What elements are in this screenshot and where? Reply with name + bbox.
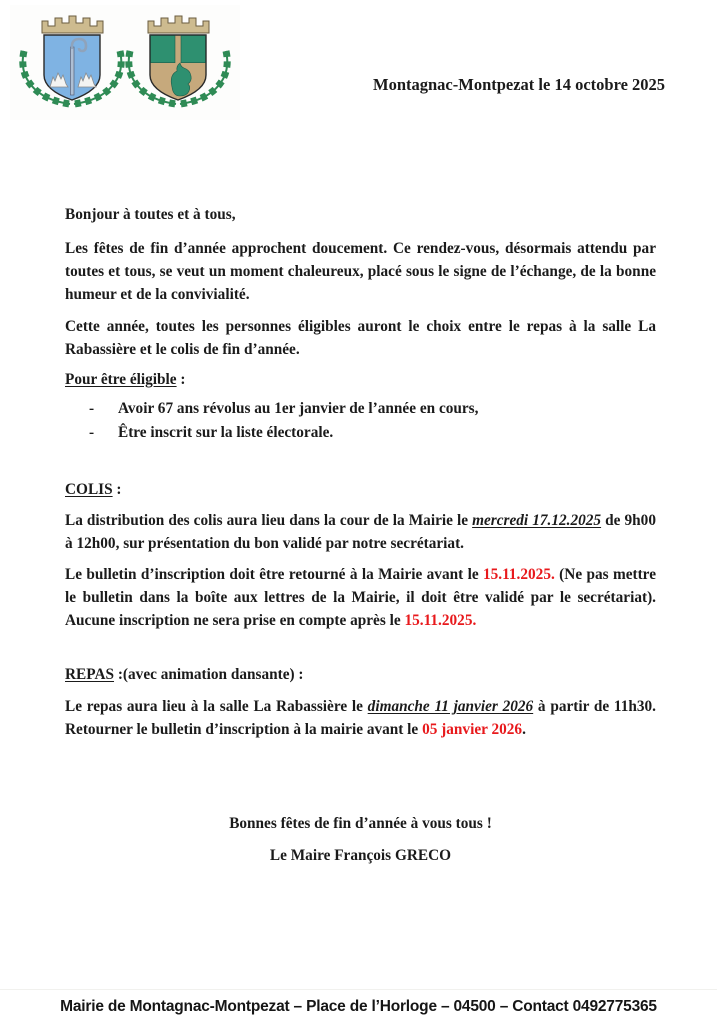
paragraph-line bbox=[65, 609, 656, 632]
heading-text: REPAS bbox=[65, 666, 115, 683]
paragraph-line bbox=[65, 509, 656, 532]
paragraph-line: Rabassière et le colis de fin d’année. bbox=[65, 341, 300, 358]
heading-colon: : bbox=[176, 371, 186, 388]
list-item bbox=[65, 397, 656, 421]
text-segment: Le bulletin d’inscription doit être retourné à la Mairie avant le bbox=[65, 566, 483, 583]
repas-date: dimanche 11 janvier 2026 bbox=[367, 698, 534, 715]
bullet-text: Avoir 67 ans révolus au 1er janvier de l’année en cours, bbox=[118, 400, 479, 417]
paragraph-line: Cette année, toutes les personnes éligibles auront le choix entre le repas à la salle La bbox=[65, 318, 656, 335]
colis-distribution-paragraph bbox=[65, 509, 656, 555]
eligibility-list bbox=[65, 397, 656, 445]
heading-text: COLIS bbox=[65, 481, 113, 498]
footer-contact-line: Mairie de Montagnac-Montpezat – Place de l’Horloge – 04500 – Contact 0492775365 bbox=[60, 998, 657, 1015]
bullet-dash: - bbox=[89, 400, 95, 417]
paragraph-line bbox=[65, 563, 656, 586]
colis-heading bbox=[65, 478, 656, 501]
letter-footer bbox=[0, 989, 717, 1016]
choice-paragraph bbox=[65, 315, 656, 361]
deadline-date: 15.11.2025. bbox=[482, 566, 555, 583]
paragraph-line bbox=[65, 718, 656, 741]
mayor-signature: Le Maire François GRECO bbox=[269, 847, 452, 864]
text-segment: Retourner le bulletin d’inscription à la mairie avant le bbox=[65, 721, 423, 738]
coat-of-arms-icon bbox=[10, 5, 240, 120]
repas-heading bbox=[65, 663, 656, 686]
paragraph-line: humeur et de la convivialité. bbox=[65, 286, 250, 303]
heading-colon: : bbox=[112, 481, 122, 498]
heading-text: Pour être éligible bbox=[65, 371, 177, 388]
paragraph-line: à 12h00, sur présentation du bon validé par notre secrétariat. bbox=[65, 535, 464, 552]
commune-coat-of-arms bbox=[10, 5, 240, 120]
paragraph-line: Les fêtes de fin d’année approchent doucement. Ce rendez-vous, désormais attendu par bbox=[65, 240, 656, 257]
text-segment: à partir de 11h30. bbox=[533, 698, 656, 715]
deadline-date: 05 janvier 2026 bbox=[422, 721, 523, 738]
bullet-dash: - bbox=[89, 424, 95, 441]
date-line: Montagnac-Montpezat le 14 octobre 2025 bbox=[373, 75, 666, 94]
text-segment: de 9h00 bbox=[601, 512, 656, 529]
closing-wishes: Bonnes fêtes de fin d’année à vous tous ! bbox=[229, 815, 492, 832]
eligibility-heading bbox=[65, 368, 656, 391]
repas-paragraph bbox=[65, 695, 656, 741]
paragraph-line: le bulletin dans la boîte aux lettres de la Mairie, il doit être validé par le secrétariat). bbox=[65, 589, 656, 606]
paragraph-line: toutes et tous, se veut un moment chaleureux, placé sous le signe de l’échange, de la bonne bbox=[65, 263, 656, 280]
colis-deadline-paragraph bbox=[65, 563, 656, 632]
list-item bbox=[65, 421, 656, 445]
distribution-date: mercredi 17.12.2025 bbox=[472, 512, 602, 529]
greeting: Bonjour à toutes et à tous, bbox=[65, 206, 236, 223]
text-segment: Le repas aura lieu à la salle La Rabassière le bbox=[65, 698, 368, 715]
letter-body bbox=[65, 203, 656, 867]
text-segment: . bbox=[522, 721, 526, 738]
intro-paragraph bbox=[65, 237, 656, 306]
paragraph-line bbox=[65, 695, 656, 718]
text-segment: Aucune inscription ne sera prise en compte après le bbox=[65, 612, 405, 629]
bullet-text: Être inscrit sur la liste électorale. bbox=[118, 424, 334, 441]
text-segment: (Ne pas mettre bbox=[554, 566, 656, 583]
text-segment: La distribution des colis aura lieu dans la cour de la Mairie le bbox=[65, 512, 473, 529]
deadline-date: 15.11.2025. bbox=[404, 612, 477, 629]
heading-rest: :(avec animation dansante) : bbox=[114, 666, 304, 683]
